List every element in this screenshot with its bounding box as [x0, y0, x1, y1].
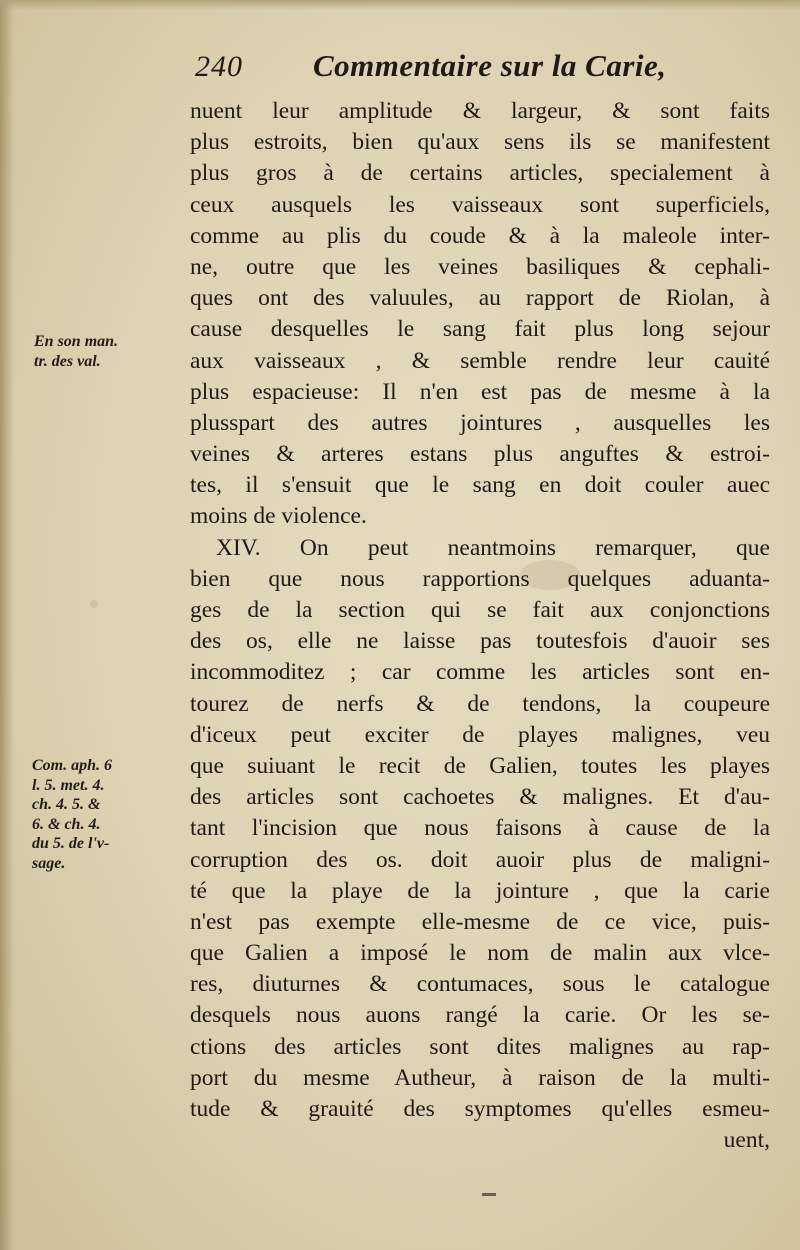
text-line: plus gros à de certains articles, specialement à	[190, 160, 770, 187]
marginal-note-line: du 5. de l'v-	[32, 835, 110, 852]
text-line: port du mesme Autheur, à raison de la multi-	[190, 1064, 770, 1091]
text-line: que suiuant le recit de Galien, toutes les playes	[190, 752, 770, 779]
marginal-note-riolan	[34, 332, 118, 372]
text-line: moins de violence.	[190, 503, 367, 530]
marginal-note-line: tr. des val.	[34, 353, 101, 370]
text-line: té que la playe de la jointure , que la carie	[190, 877, 770, 904]
page-edge-shadow	[0, 0, 14, 1250]
text-line: que Galien a imposé le nom de malin aux vlce-	[190, 940, 770, 967]
page-header	[195, 46, 785, 94]
marginal-note-line: En son man.	[34, 333, 119, 350]
text-line: veines & arteres estans plus anguftes & estroi-	[190, 441, 770, 468]
paper-speck	[90, 600, 98, 608]
marginal-note-galien	[32, 756, 112, 873]
main-text	[190, 96, 770, 1156]
text-line: comme au plis du coude & à la maleole inter-	[190, 222, 770, 249]
text-line: ceux ausquels les vaisseaux sont superficiels,	[190, 191, 770, 218]
text-line: d'iceux peut exciter de playes malignes, veu	[190, 721, 770, 748]
text-line: tes, il s'ensuit que le sang en doit couler auec	[190, 472, 770, 499]
page-number: 240	[195, 50, 243, 83]
text-line: bien que nous rapportions quelques aduanta-	[190, 565, 770, 592]
text-line: n'est pas exempte elle-mesme de ce vice, puis-	[190, 908, 770, 935]
text-line: aux vaisseaux , & semble rendre leur cauité	[190, 347, 770, 374]
marginal-note-line: 6. & ch. 4.	[32, 815, 101, 833]
catchword: uent,	[723, 1127, 770, 1154]
marginal-note-line: Com. aph. 6	[32, 757, 113, 774]
text-line: ques ont des valuules, au rapport de Riolan, à	[190, 285, 770, 312]
text-line: cause desquelles le sang fait plus long sejour	[190, 316, 770, 343]
text-line: desquels nous auons rangé la carie. Or les se-	[190, 1002, 770, 1029]
text-line: res, diuturnes & contumaces, sous le catalogue	[190, 971, 770, 998]
text-line: tourez de nerfs & de tendons, la coupeure	[190, 690, 770, 717]
signature-mark	[482, 1193, 496, 1196]
text-line: corruption des os. doit auoir plus de maligni-	[190, 846, 770, 873]
text-line: ne, outre que les veines basiliques & cephali-	[190, 253, 770, 280]
text-line: plus espacieuse: Il n'en est pas de mesme à la	[190, 378, 770, 405]
text-line: des os, elle ne laisse pas toutesfois d'auoir ses	[190, 628, 770, 655]
text-line: plus estroits, bien qu'aux sens ils se manifestent	[190, 129, 770, 156]
text-line: ges de la section qui se fait aux conjonctions	[190, 597, 770, 623]
running-title: Commentaire sur la Carie,	[313, 48, 667, 83]
paragraph-start: XIV. On peut neantmoins remarquer, que	[216, 534, 770, 561]
marginal-note-line: l. 5. met. 4.	[32, 776, 105, 794]
text-line: tude & grauité des symptomes qu'elles esmeu-	[190, 1096, 770, 1122]
text-line: incommoditez ; car comme les articles sont en-	[190, 659, 770, 686]
text-line: plusspart des autres jointures , ausquelles les	[190, 409, 770, 436]
text-line: ctions des articles sont dites malignes au rap-	[190, 1033, 770, 1060]
text-line: des articles sont cachoetes & malignes. Et d'au-	[190, 784, 770, 811]
text-line: tant l'incision que nous faisons à cause de la	[190, 815, 770, 842]
text-line: nuent leur amplitude & largeur, & sont faits	[190, 98, 770, 124]
marginal-note-line: sage.	[32, 854, 66, 872]
page-top-shadow	[0, 0, 800, 10]
marginal-note-line: ch. 4. 5. &	[32, 796, 101, 813]
